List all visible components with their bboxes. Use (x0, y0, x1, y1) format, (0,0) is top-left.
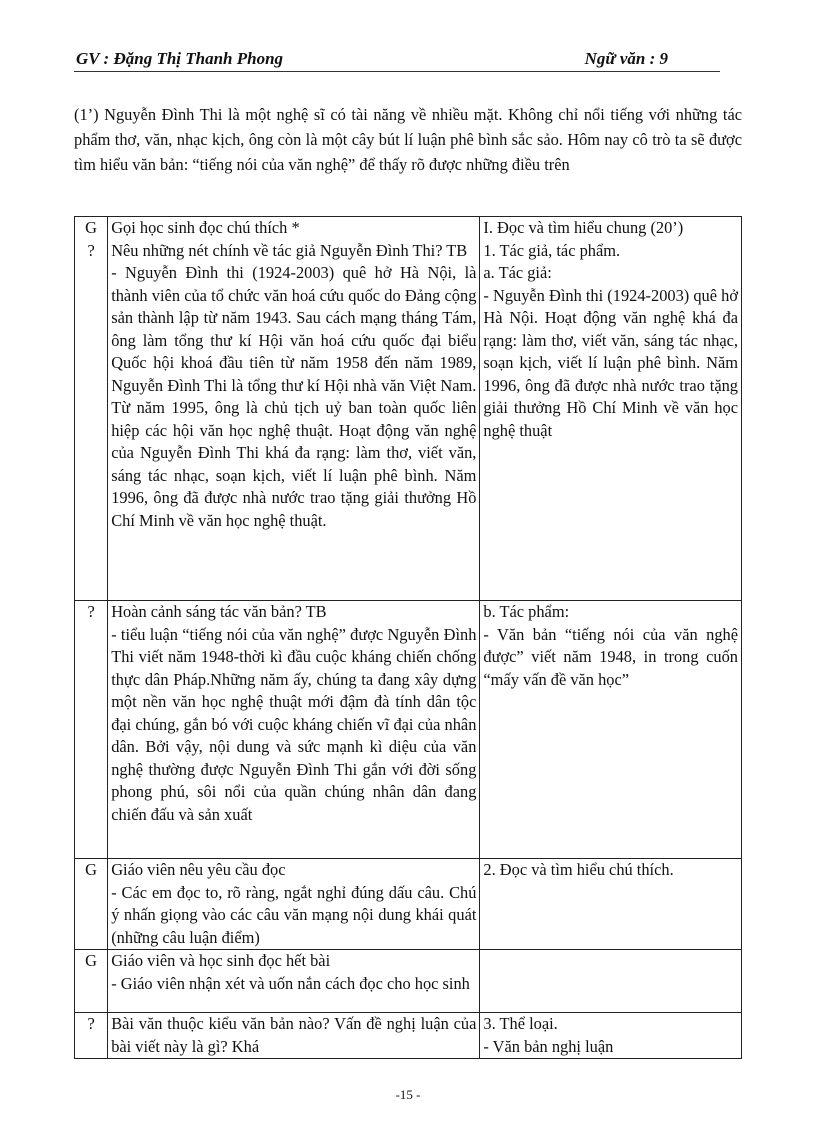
section-heading: I. Đọc và tìm hiểu chung (20’) (483, 218, 684, 237)
mark: G (85, 951, 98, 970)
answer-text: - Nguyễn Đình thi (1924-2003) quê hở Hà Nội, là thành viên của tổ chức văn hoá cứu quốc do Đảng cộng sản thành lập từ năm 1943. Sau cách mạng tháng Tám, ông làm tổng thư kí Hội văn hoá cứu quốc đại biểu Quốc hội khoá đầu tiên từ năm 1958 đến năm 1989, Nguyễn Đình Thi là tổng thư kí Hội nhà văn Việt Nam. Từ năm 1995, ông là chủ tịch uỷ ban toàn quốc liên hiệp các hội văn học nghệ thuật. Hoạt động văn nghệ của Nguyễn Đình Thi khá đa rạng: làm thơ, viết văn, sáng tác nhạc, soạn kịch, viết lí luận phê bình. Năm 1996, ông đã được nhà nước trao tặng giải thưởng Hồ Chí Minh về văn học nghệ thuật. (111, 263, 477, 530)
table-row (75, 1013, 742, 1059)
page-number: -15 - (395, 1087, 421, 1102)
mark-cell (75, 1013, 108, 1059)
content-text: - Nguyễn Đình thi (1924-2003) quê hở Hà Nội. Hoạt động văn nghệ khá đa rạng: làm thơ, viết văn, sáng tác nhạc, soạn kịch, viết lí luận phê bình. Năm 1996, ông đã được nhà nước trao tặng giải thưởng Hồ Chí Minh về văn học nghệ thuật (483, 285, 738, 440)
mark: G (85, 860, 98, 879)
question-text: Hoàn cảnh sáng tác văn bản? TB (111, 602, 327, 621)
mark-cell (75, 601, 108, 859)
subsection-heading: 3. Thể loại. (483, 1014, 558, 1033)
activity-text: Gọi học sinh đọc chú thích * (111, 218, 300, 237)
activity-cell (108, 217, 480, 601)
activity-cell (108, 601, 480, 859)
subsection-heading: 2. Đọc và tìm hiểu chú thích. (483, 860, 674, 879)
content-cell (480, 1013, 742, 1059)
activity-text: Giáo viên và học sinh đọc hết bài (111, 951, 331, 970)
content-cell (480, 859, 742, 950)
mark: ? (87, 240, 95, 260)
content-text: - Văn bản nghị luận (483, 1036, 614, 1056)
mark: ? (87, 1014, 95, 1033)
table-row (75, 859, 742, 950)
intro-paragraph: (1’) Nguyễn Đình Thi là một nghệ sĩ có tài năng về nhiều mặt. Không chỉ nổi tiếng với những tác phẩm thơ, văn, nhạc kịch, ông còn là một cây bút lí luận phê bình sắc sảo. Hôm nay cô trò ta sẽ được tìm hiểu văn bản: “tiếng nói của văn nghệ” để thấy rõ được những điều trên (74, 105, 742, 174)
mark: ? (87, 602, 95, 621)
subsection-heading: b. Tác phẩm: (483, 602, 570, 621)
content-cell (480, 601, 742, 859)
table-row (75, 950, 742, 1013)
content-cell (480, 950, 742, 1013)
question-text: Bài văn thuộc kiểu văn bản nào? Vấn đề nghị luận của bài viết này là gì? Khá (111, 1014, 477, 1056)
content-text: - Văn bản “tiếng nói của văn nghệ được” viết năm 1948, in trong cuốn “mấy vấn đề văn học” (483, 624, 738, 689)
table-row (75, 217, 742, 601)
activity-cell (108, 950, 480, 1013)
subsection-heading: a. Tác giả: (483, 263, 552, 282)
activity-text: - Các em đọc to, rõ ràng, ngắt nghỉ đúng dấu câu. Chú ý nhấn giọng vào các câu văn mạng nội dung khái quát (những câu luận điểm) (111, 882, 477, 947)
activity-cell (108, 1013, 480, 1059)
answer-text: - tiểu luận “tiếng nói của văn nghệ” được Nguyễn Đình Thi viết năm 1948-thời kì đầu cuộc kháng chiến chống thực dân Pháp.Những năm ấy, chúng ta đang xây dựng một nền văn học nghệ thuật mới đậm đà tính dân tộc đại chúng, gắn bó với cuộc kháng chiến vĩ đại của nhân dân. Bởi vậy, nội dung và sức mạnh kì diệu của văn nghệ thường được Nguyễn Đình Thi gắn với đời sống phong phú, sôi nổi của quần chúng nhân dân đang chiến đấu và sản xuất (111, 624, 477, 824)
mark-cell (75, 859, 108, 950)
page-header (74, 47, 720, 72)
question-text: Nêu những nét chính về tác giả Nguyễn Đình Thi? TB (111, 240, 468, 260)
lesson-table (74, 216, 742, 1059)
activity-cell (108, 859, 480, 950)
content-cell (480, 217, 742, 601)
mark-cell (75, 950, 108, 1013)
teacher-name: GV : Đặng Thị Thanh Phong (76, 49, 284, 68)
mark-cell (75, 217, 108, 601)
subsection-heading: 1. Tác giả, tác phẩm. (483, 240, 621, 260)
activity-text: - Giáo viên nhận xét và uốn nắn cách đọc cho học sinh (111, 973, 470, 993)
mark: G (85, 218, 98, 237)
subject-label: Ngữ văn : 9 (584, 49, 668, 68)
table-row (75, 601, 742, 859)
activity-text: Giáo viên nêu yêu cầu đọc (111, 860, 286, 879)
